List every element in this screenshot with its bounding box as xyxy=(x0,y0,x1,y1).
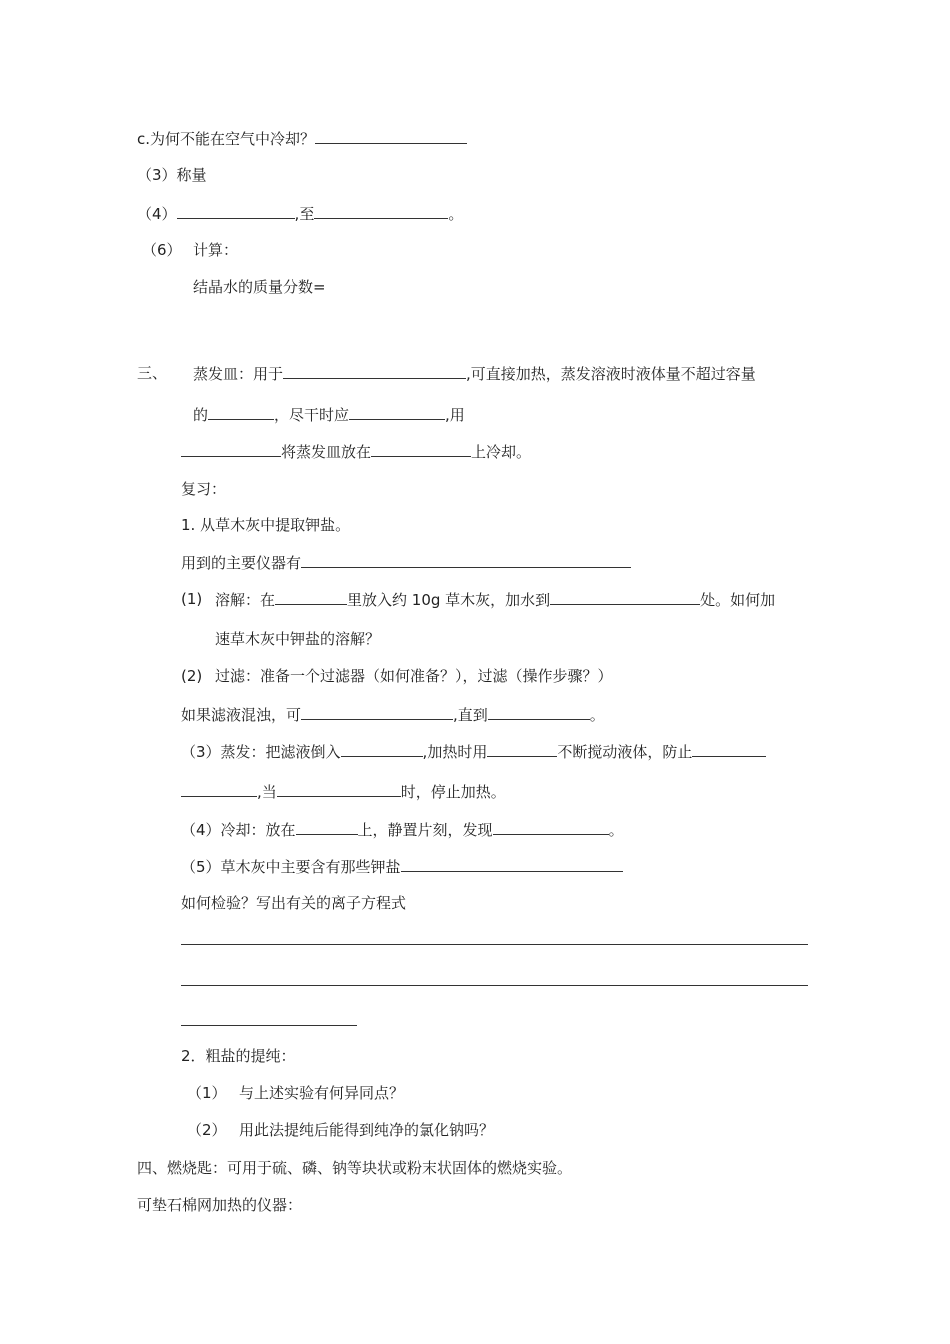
answer-line[interactable] xyxy=(181,944,808,945)
answer-blank[interactable] xyxy=(371,441,471,457)
answer-blank[interactable] xyxy=(349,404,445,420)
text-line: 的 ，尽干时应 ,用 xyxy=(193,406,465,424)
answer-blank[interactable] xyxy=(208,404,274,420)
answer-blank[interactable] xyxy=(401,856,623,872)
answer-blank[interactable] xyxy=(181,781,257,797)
text-line: 可垫石棉网加热的仪器： xyxy=(137,1196,303,1214)
answer-blank[interactable] xyxy=(277,781,401,797)
text-line: 如果滤液混浊，可 ,直到 。 xyxy=(181,706,605,724)
answer-blank[interactable] xyxy=(314,203,448,219)
text-line: （6） xyxy=(142,241,182,259)
answer-blank[interactable] xyxy=(283,363,466,379)
answer-blank[interactable] xyxy=(692,741,766,757)
answer-blank[interactable] xyxy=(315,128,467,144)
text-line: c.为何不能在空气中冷却？ xyxy=(137,128,467,149)
text-line: 与上述实验有何异同点？ xyxy=(239,1084,405,1102)
section-number: 三、 xyxy=(137,364,168,382)
text-line: （5）草木灰中主要含有那些钾盐 xyxy=(181,856,623,877)
text-line: （3）称量 xyxy=(137,166,207,184)
answer-blank[interactable] xyxy=(275,589,347,605)
text-line: 溶解：在 里放入约 10g 草木灰，加水到 处。如何加 xyxy=(215,591,776,609)
text-line: 蒸发皿：用于 ,可直接加热，蒸发溶液时液体量不超过容量 xyxy=(193,365,756,383)
text-line: 四、燃烧匙：可用于硫、磷、钠等块状或粉末状固体的燃烧实验。 xyxy=(137,1159,573,1177)
answer-line[interactable] xyxy=(181,985,808,986)
text-line: 将蒸发皿放在 上冷却。 xyxy=(181,441,531,462)
text-line: 2．粗盐的提纯： xyxy=(181,1047,296,1065)
text-line: 用到的主要仪器有 xyxy=(181,552,631,573)
answer-blank[interactable] xyxy=(177,203,295,219)
answer-blank[interactable] xyxy=(181,441,281,457)
answer-blank[interactable] xyxy=(493,819,609,835)
answer-blank[interactable] xyxy=(301,704,453,720)
answer-line[interactable] xyxy=(181,1025,357,1026)
list-number: （1） xyxy=(187,1084,227,1102)
text-line: （3）蒸发：把滤液倒入 ,加热时用 不断搅动液体，防止 xyxy=(181,741,766,762)
text-line: 1. 从草木灰中提取钾盐。 xyxy=(181,516,351,534)
text-line: 如何检验？写出有关的离子方程式 xyxy=(181,894,407,912)
text-line: 结晶水的质量分数= xyxy=(193,278,326,296)
answer-blank[interactable] xyxy=(488,704,590,720)
text-line: 速草木灰中钾盐的溶解？ xyxy=(215,630,381,648)
text-line: 计算： xyxy=(193,241,239,259)
answer-blank[interactable] xyxy=(296,819,358,835)
list-number: (2) xyxy=(181,667,203,685)
text-line: （4）冷却：放在 上，静置片刻，发现 。 xyxy=(181,821,624,839)
answer-blank[interactable] xyxy=(487,741,557,757)
answer-blank[interactable] xyxy=(301,552,631,568)
text-line: ,当 时，停止加热。 xyxy=(181,781,506,802)
text-line: 用此法提纯后能得到纯净的氯化钠吗？ xyxy=(239,1121,495,1139)
answer-blank[interactable] xyxy=(550,589,700,605)
list-number: (1) xyxy=(181,590,203,608)
text-line: 过滤：准备一个过滤器（如何准备？），过滤（操作步骤？） xyxy=(215,667,613,685)
answer-blank[interactable] xyxy=(341,741,423,757)
text-line: （4） ,至 。 xyxy=(137,205,464,223)
text-line: 复习： xyxy=(181,480,227,498)
list-number: （2） xyxy=(187,1121,227,1139)
